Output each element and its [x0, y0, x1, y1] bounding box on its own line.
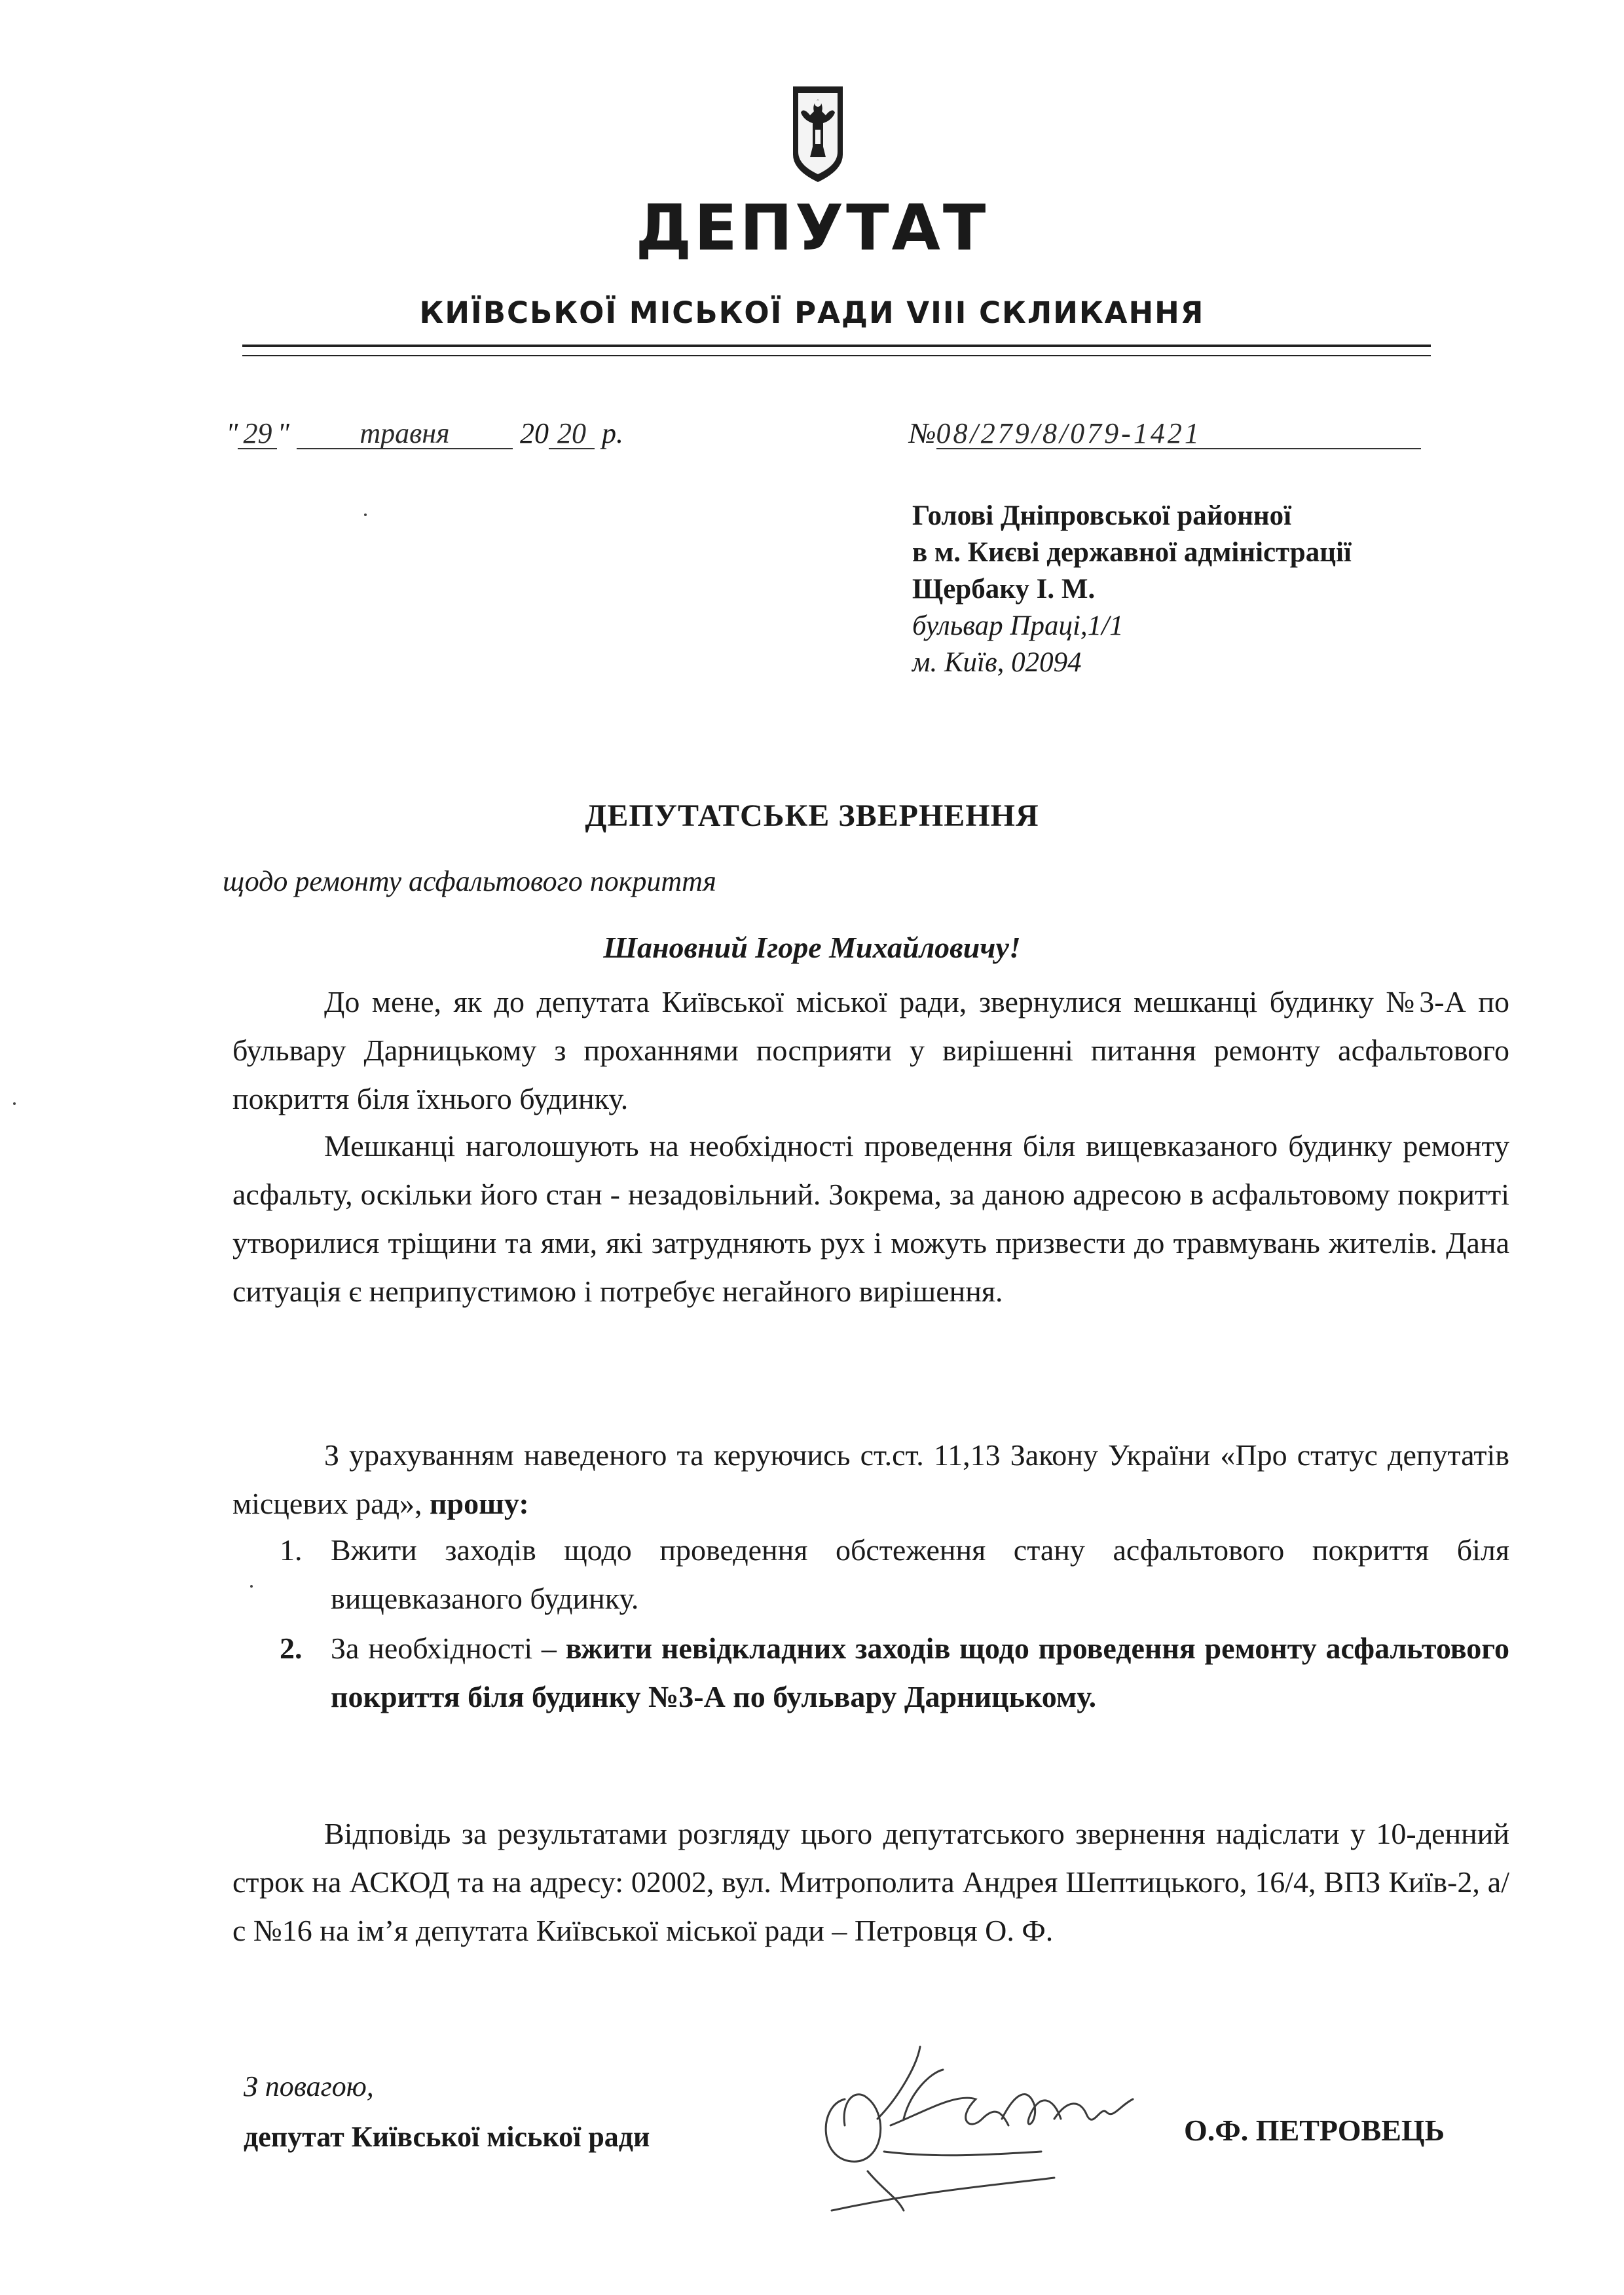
list-item: [232, 1624, 1509, 1721]
date-year-prefix: 20: [519, 417, 549, 449]
addressee-line-1: Голові Дніпровської районної: [912, 500, 1292, 531]
addressee-line-2: в м. Києві державної адміністрації: [912, 537, 1352, 568]
paragraph-3-bold: прошу:: [430, 1487, 529, 1520]
signer-position: депутат Київської міської ради: [244, 2121, 650, 2153]
date-year-suffix: 20: [549, 419, 595, 449]
list-item-text: Вжити заходів щодо проведення обстеження стану асфальтового покриття біля вищевказаного будинку.: [331, 1533, 1509, 1615]
number-prefix: №: [909, 417, 936, 449]
registration-date: " 29 " травня 20 20 р.: [226, 417, 623, 449]
document-title: ДЕПУТАТСЬКЕ ЗВЕРНЕННЯ: [585, 798, 1039, 833]
number-value: 08/279/8/079-1421: [936, 419, 1421, 449]
request-list: [232, 1526, 1509, 1721]
header-rule-thick: [242, 345, 1431, 347]
signer-name: О.Ф. ПЕТРОВЕЦЬ: [1184, 2114, 1445, 2147]
list-item-bold-text: вжити невідкладних заходів щодо проведення ремонту асфальтового покриття біля будинку №3-А по бульвару Дарницькому.: [331, 1632, 1509, 1713]
scan-speck: [13, 1102, 16, 1105]
paragraph-4: Відповідь за результатами розгляду цього депутатського звернення надіслати у 10-денний строк на АСКОД та на адресу: 02002, вул. Митрополита Андрея Шептицького, 16/4, ВПЗ Київ-2, а/с №16 на ім’я депутата Київської міської ради – Петровця О. Ф.: [232, 1817, 1509, 1947]
list-item-number: 2.: [280, 1632, 303, 1665]
header-title: ДЕПУТАТ: [635, 191, 989, 265]
scan-speck: [250, 1585, 253, 1588]
paragraph-1: До мене, як до депутата Київської міської ради, звернулися мешканці будинку №3-А по бульвару Дарницькому з проханнями посприяти у вирішенні питання ремонту асфальтового покриття біля їхнього будинку.: [232, 985, 1509, 1115]
paragraph-2: Мешканці наголошують на необхідності проведення біля вищевказаного будинку ремонту асфальту, оскільки його стан - незадовільний. Зокрема, за даною адресою в асфальтовому покритті утворилися тріщини та ями, які затрудняють рух і можуть призвести до травмувань жителів. Дана ситуація є неприпустимою і потребує негайного вирішення.: [232, 1129, 1509, 1308]
scan-speck: [364, 513, 367, 516]
header-rule-thin: [242, 355, 1431, 356]
handwritten-signature: [805, 2021, 1172, 2217]
date-day: 29: [238, 419, 277, 449]
greeting: Шановний Ігоре Михайловичу!: [603, 931, 1021, 964]
date-suffix: р.: [601, 417, 623, 449]
addressee-line-3: Щербаку І. М.: [912, 574, 1096, 605]
registration-number: [909, 419, 1421, 449]
closing: З повагою,: [244, 2070, 374, 2102]
addressee-line-5: м. Київ, 02094: [912, 647, 1082, 678]
addressee-block: [912, 498, 1600, 681]
paragraph-3: [232, 1431, 1509, 1528]
header-subtitle: КИЇВСЬКОЇ МІСЬКОЇ РАДИ VIII СКЛИКАННЯ: [419, 295, 1205, 330]
document-subject: щодо ремонту асфальтового покриття: [223, 865, 716, 897]
paragraph-3-text: З урахуванням наведеного та керуючись ст.ст. 11,13 Закону України «Про статус депутатів місцевих рад»,: [232, 1438, 1509, 1520]
date-month: травня: [297, 419, 513, 449]
list-item-number: 1.: [280, 1533, 303, 1567]
coat-of-arms-icon: [790, 84, 845, 185]
list-item-prefix: За необхідності –: [331, 1632, 566, 1665]
addressee-line-4: бульвар Праці,1/1: [912, 610, 1124, 641]
list-item: [232, 1526, 1509, 1623]
